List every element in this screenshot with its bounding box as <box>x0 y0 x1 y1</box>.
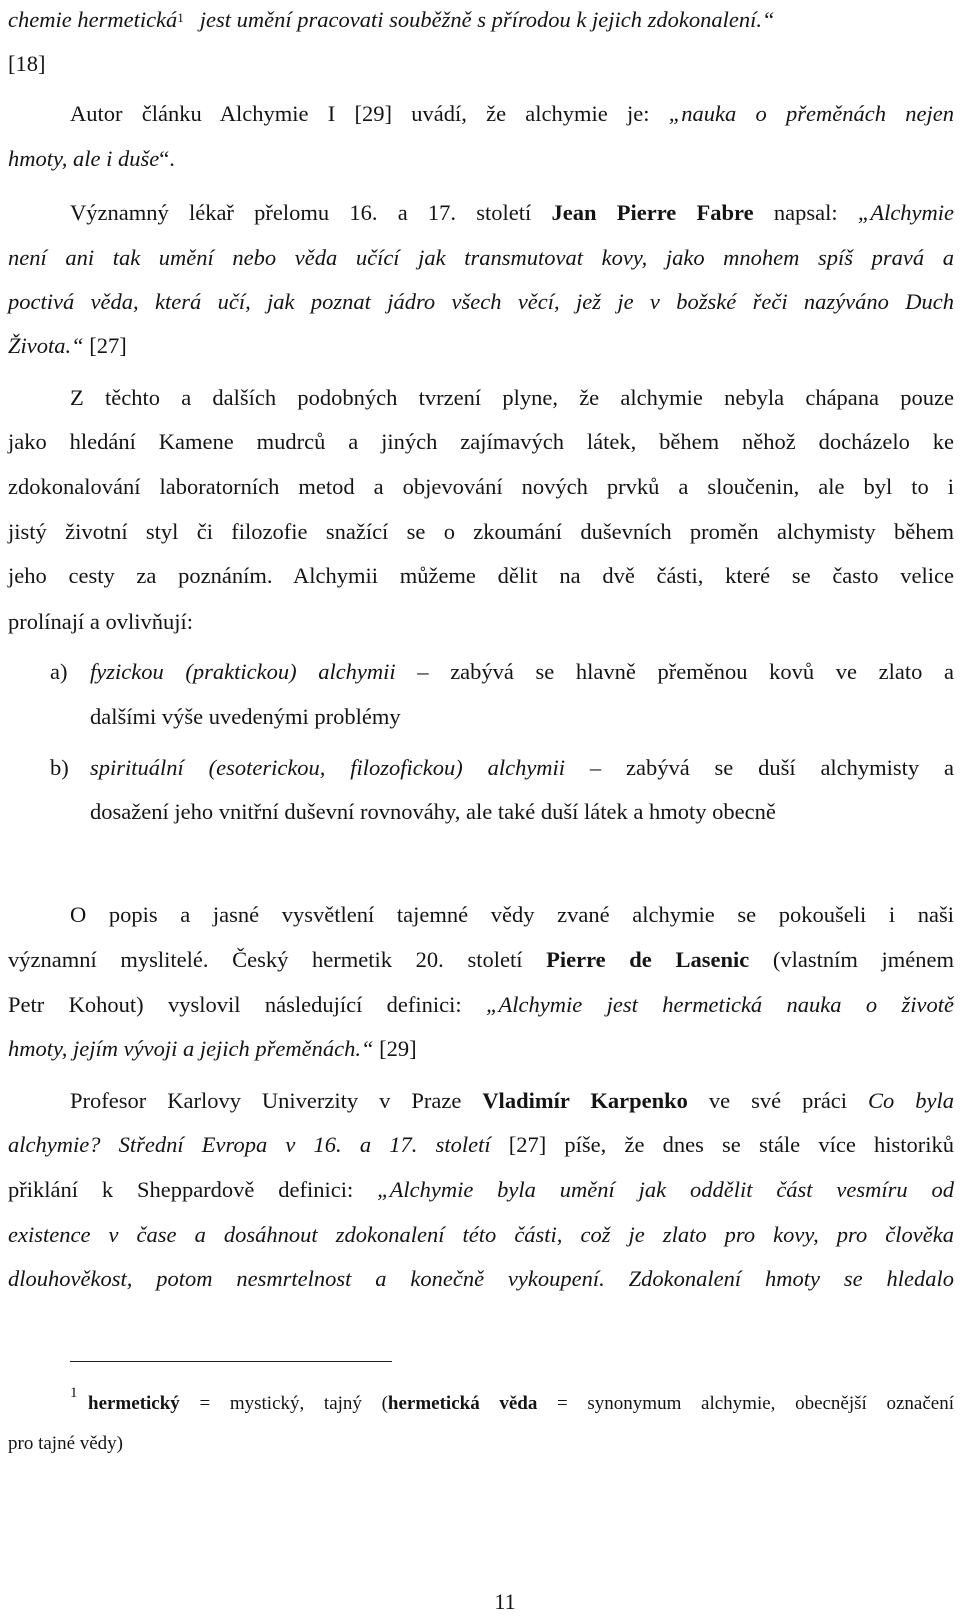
text-line: Z těchto a dalších podobných tvrzení plyne, že alchymie nebyla chápana pouze <box>70 385 954 410</box>
text-span: Petr Kohout) vyslovil následující definici: <box>8 992 487 1017</box>
quote-text: Života.“ <box>8 333 84 358</box>
person-name: Pierre de Lasenic <box>546 947 750 972</box>
list-marker: a) <box>50 659 68 684</box>
text-line: zdokonalování laboratorních metod a objevování nových prvků a sloučenin, ale byl to i <box>8 474 954 499</box>
document-page <box>8 0 954 1620</box>
list-item-continuation: dosažení jeho vnitřní duševní rovnováhy, ale také duší látek a hmoty obecně <box>90 799 776 824</box>
list-item-continuation: dalšími výše uvedenými problémy <box>90 704 401 729</box>
text-line: jako hledání Kamene mudrců a jiných zajímavých látek, během něhož docházelo ke <box>8 429 954 454</box>
text-line: jeho cesty za poznáním. Alchymii můžeme dělit na dvě části, které se často velice <box>8 563 954 588</box>
text-line <box>8 145 175 173</box>
text-line <box>8 991 954 1019</box>
footnote-term: hermetický <box>88 1393 180 1414</box>
text-line: prolínají a ovlivňují: <box>8 609 193 634</box>
text-span: Autor článku Alchymie I [29] uvádí, že alchymie je: <box>70 101 669 126</box>
quote-text: hmoty, ale i duše <box>8 146 160 171</box>
text-span: napsal: <box>753 200 858 225</box>
quote-text: „Alchymie byla umění jak oddělit část vesmíru od <box>377 1177 955 1202</box>
text-span: = synonymum alchymie, obecnější označení <box>537 1393 954 1414</box>
text-span: ve své práci <box>687 1088 869 1113</box>
footnote-term: hermetická věda <box>387 1393 538 1414</box>
person-name: Vladimír Karpenko <box>482 1088 688 1113</box>
text-line: O popis a jasné vysvětlení tajemné vědy zvané alchymie se pokoušeli i naši <box>70 902 954 927</box>
page-number: 11 <box>494 1589 516 1614</box>
text-span: – zabývá se hlavně přeměnou kovů ve zlato a <box>395 659 954 684</box>
text-line <box>70 100 954 128</box>
quote-text: hmoty, jejím vývoji a jejich přeměnách.“ <box>8 1036 374 1061</box>
text-line: jistý životní styl či filozofie snažící se o zkoumání duševních proměn alchymisty během <box>8 519 954 544</box>
text-span: přiklání k Sheppardově definici: <box>8 1177 378 1202</box>
quote-line: dlouhověkost, potom nesmrtelnost a konečně vykoupení. Zdokonalení hmoty se hledalo <box>8 1266 954 1291</box>
list-item <box>90 754 954 782</box>
text-line <box>8 946 954 974</box>
list-item <box>90 658 954 686</box>
text-span: – zabývá se duší alchymisty a <box>565 755 954 780</box>
text-span: [29] <box>373 1036 417 1061</box>
footnote-line <box>88 1392 954 1416</box>
quote-text: chemie hermetická <box>8 7 178 32</box>
text-span: Profesor Karlovy Univerzity v Praze <box>70 1088 483 1113</box>
text-line <box>8 1176 954 1204</box>
footnote-separator <box>70 1361 392 1362</box>
quote-line: existence v čase a dosáhnout zdokonalení této části, což je zlato pro kovy, pro člověka <box>8 1222 954 1247</box>
text-line <box>8 6 775 34</box>
quote-text: „Alchymie <box>857 200 955 225</box>
quote-line: není ani tak umění nebo věda učící jak transmutovat kovy, jako mnohem spíš pravá a <box>8 245 954 270</box>
quote-line: poctivá věda, která učí, jak poznat jádro všech věcí, jež je v božské řeči nazýváno Duch <box>8 289 954 314</box>
quote-text: „nauka o přeměnách nejen <box>668 101 954 126</box>
text-span: (vlastním jménem <box>749 947 954 972</box>
work-title: alchymie? Střední Evropa v 16. a 17. století <box>8 1132 491 1157</box>
text-span: [27] píše, že dnes se stále více historiků <box>490 1132 954 1157</box>
person-name: Jean Pierre Fabre <box>551 200 754 225</box>
quote-text: „Alchymie jest hermetická nauka o životě <box>486 992 954 1017</box>
list-term: fyzickou (praktickou) alchymii <box>90 659 396 684</box>
text-span: významní myslitelé. Český hermetik 20. století <box>8 947 547 972</box>
text-span: [27] <box>83 333 127 358</box>
text-line <box>70 1087 954 1115</box>
text-span: = mystický, tajný ( <box>179 1393 388 1414</box>
text-line <box>8 1131 954 1159</box>
quote-mark: “ <box>762 7 775 32</box>
footnote-reference: 1 <box>177 10 184 25</box>
citation: [18] <box>8 51 46 76</box>
text-line <box>70 199 954 227</box>
footnote-line: pro tajné vědy) <box>8 1433 124 1454</box>
list-term: spirituální (esoterickou, filozofickou) alchymii <box>90 755 566 780</box>
footnote-number: 1 <box>70 1385 78 1401</box>
quote-text: jest umění pracovati souběžně s přírodou k jejich zdokonalení. <box>199 7 763 32</box>
text-line <box>8 332 127 360</box>
text-span: Významný lékař přelomu 16. a 17. století <box>70 200 552 225</box>
text-span: “. <box>159 146 175 171</box>
work-title: Co byla <box>868 1088 955 1113</box>
list-marker: b) <box>50 755 69 780</box>
text-line <box>8 1035 417 1063</box>
